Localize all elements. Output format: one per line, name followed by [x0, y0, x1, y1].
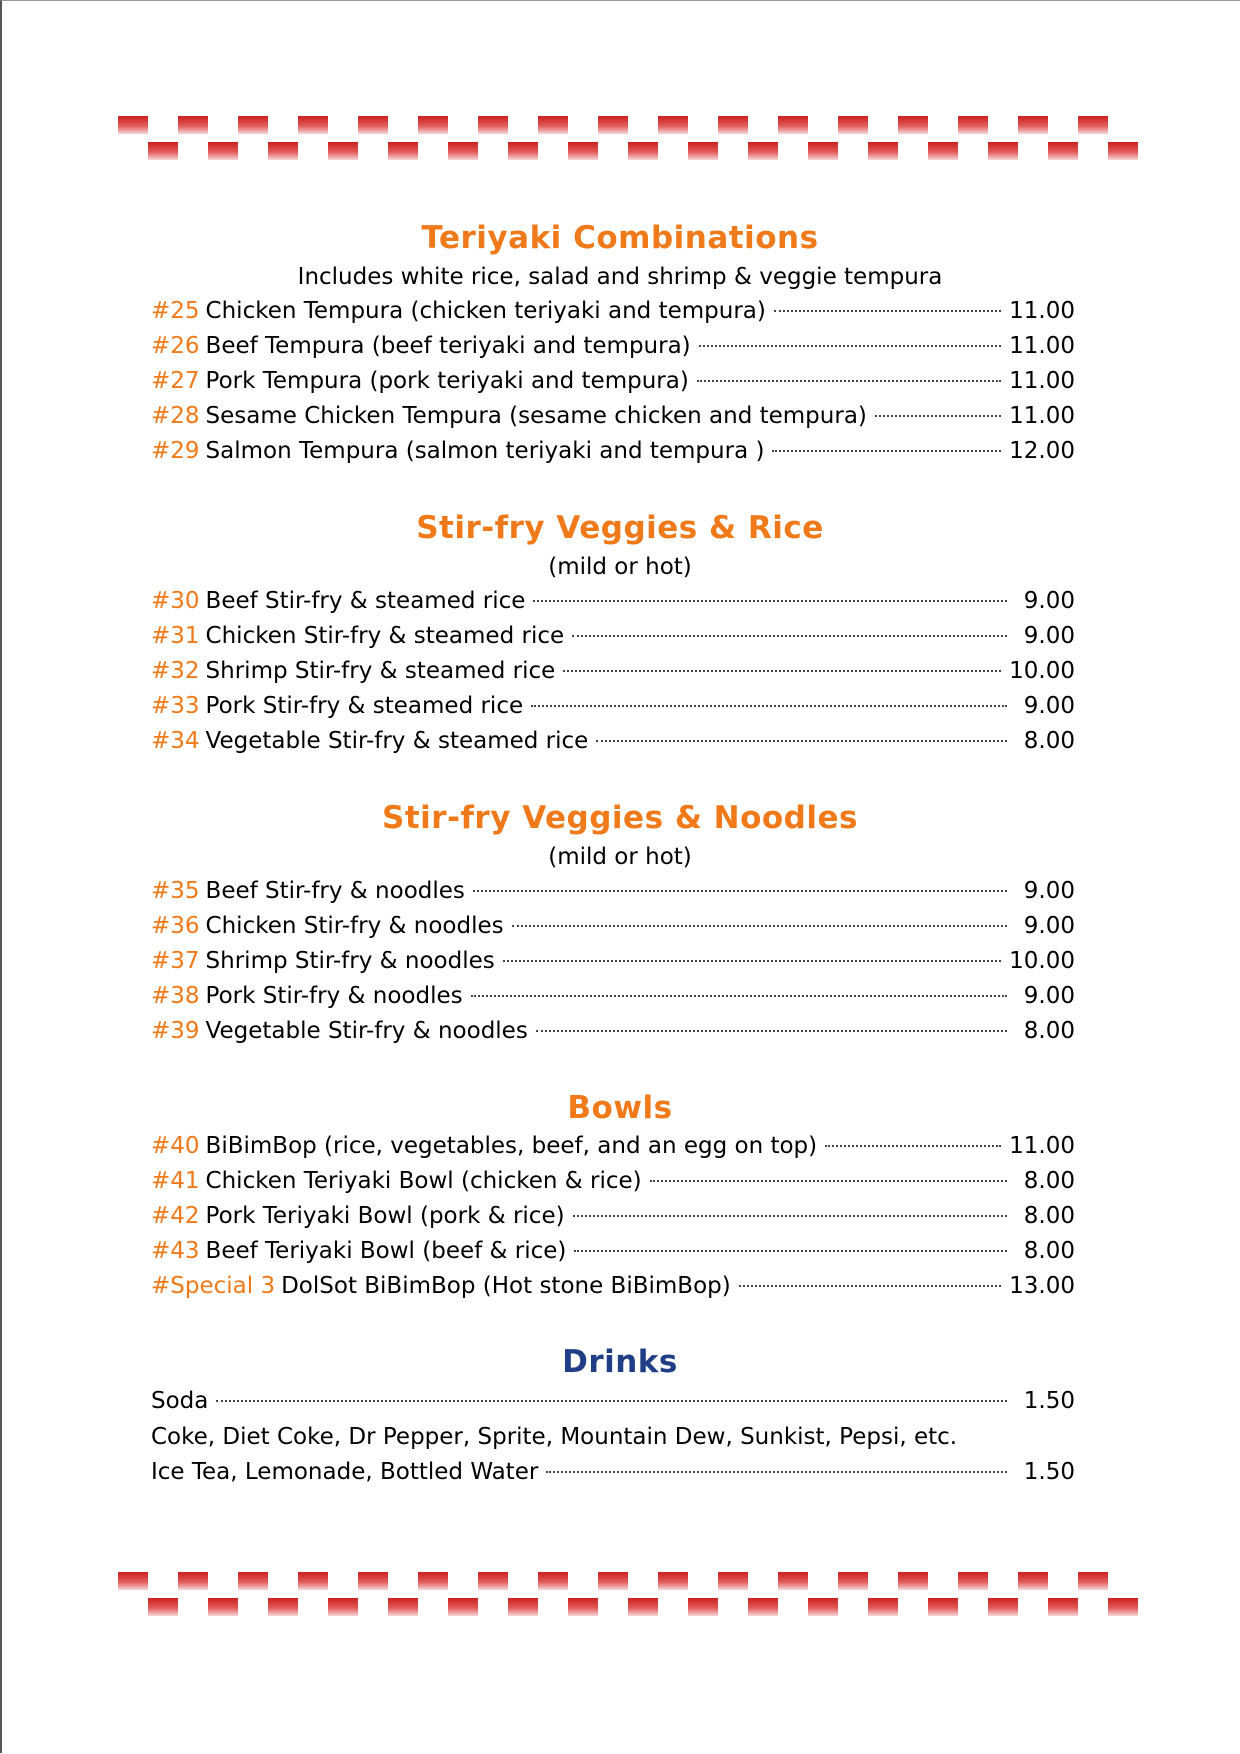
menu-item-row [151, 878, 1075, 910]
checker-square [808, 1598, 838, 1616]
dot-leader [533, 600, 1007, 602]
dot-leader [650, 1180, 1007, 1182]
menu-item-row [151, 1133, 1075, 1165]
item-price: 12.00 [1009, 438, 1075, 464]
item-number: #43 [151, 1238, 200, 1264]
item-name: Chicken Stir-fry & noodles [205, 913, 504, 939]
item-price: 9.00 [1023, 913, 1075, 939]
checker-square [358, 1572, 388, 1590]
item-name: Pork Teriyaki Bowl (pork & rice) [205, 1203, 565, 1229]
checker-square [1018, 1572, 1048, 1590]
checker-square [748, 142, 778, 160]
checker-square [568, 142, 598, 160]
checker-square [118, 1572, 148, 1590]
item-number: #25 [151, 298, 200, 324]
drink-price: 1.50 [1023, 1459, 1075, 1485]
item-name: Salmon Tempura (salmon teriyaki and tempura ) [205, 438, 765, 464]
menu-item-row [151, 438, 1075, 470]
menu-item-row [151, 728, 1075, 760]
dot-leader [772, 450, 1001, 452]
menu-item-row [151, 693, 1075, 725]
dot-leader [774, 310, 1001, 312]
item-number: #41 [151, 1168, 200, 1194]
checker-square [628, 142, 658, 160]
menu-item-row [151, 1018, 1075, 1050]
dot-leader [596, 740, 1007, 742]
item-name: Sesame Chicken Tempura (sesame chicken and tempura) [205, 403, 867, 429]
checker-square [178, 116, 208, 134]
checker-square [598, 1572, 628, 1590]
checker-square [508, 142, 538, 160]
item-price: 10.00 [1009, 948, 1075, 974]
item-price: 11.00 [1009, 298, 1075, 324]
checker-square [718, 1572, 748, 1590]
item-price: 11.00 [1009, 403, 1075, 429]
dot-leader [563, 670, 1001, 672]
checker-square [1108, 1598, 1138, 1616]
item-name: Beef Stir-fry & noodles [205, 878, 465, 904]
item-number: #28 [151, 403, 200, 429]
checker-square [748, 1598, 778, 1616]
item-price: 8.00 [1023, 1238, 1075, 1264]
item-name: Vegetable Stir-fry & steamed rice [205, 728, 589, 754]
item-price: 8.00 [1023, 1018, 1075, 1044]
drink-row-soda [151, 1388, 1075, 1420]
checker-square [508, 1598, 538, 1616]
checker-square [238, 116, 268, 134]
dot-leader [512, 925, 1007, 927]
checker-square [958, 116, 988, 134]
menu-item-row [151, 658, 1075, 690]
dot-leader [739, 1285, 1001, 1287]
item-number: #Special 3 [151, 1273, 276, 1299]
menu-item-row [151, 333, 1075, 365]
checker-square [268, 1598, 298, 1616]
drink-row-other [151, 1459, 1075, 1491]
checker-square [1018, 116, 1048, 134]
checker-square [1108, 142, 1138, 160]
item-price: 9.00 [1023, 623, 1075, 649]
item-name: Chicken Tempura (chicken teriyaki and tempura) [205, 298, 766, 324]
dot-leader [216, 1400, 1007, 1402]
checker-square [178, 1572, 208, 1590]
item-price: 8.00 [1023, 1203, 1075, 1229]
checker-square [568, 1598, 598, 1616]
checker-square [478, 1572, 508, 1590]
noodles-title: Stir-fry Veggies & Noodles [382, 800, 858, 836]
checker-square [298, 1572, 328, 1590]
checker-square [478, 116, 508, 134]
item-number: #35 [151, 878, 200, 904]
item-price: 9.00 [1023, 693, 1075, 719]
checker-square [358, 116, 388, 134]
checker-square [448, 1598, 478, 1616]
dot-leader [473, 890, 1007, 892]
menu-item-row [151, 983, 1075, 1015]
item-name: Shrimp Stir-fry & steamed rice [205, 658, 556, 684]
item-number: #39 [151, 1018, 200, 1044]
checker-square [418, 1572, 448, 1590]
item-name: Pork Stir-fry & noodles [205, 983, 463, 1009]
checker-square [448, 142, 478, 160]
item-price: 11.00 [1009, 368, 1075, 394]
checker-square [388, 1598, 418, 1616]
checker-square [628, 1598, 658, 1616]
menu-item-row [151, 948, 1075, 980]
checker-square [1078, 1572, 1108, 1590]
checker-square [928, 1598, 958, 1616]
dot-leader [574, 1250, 1007, 1252]
item-name: Vegetable Stir-fry & noodles [205, 1018, 528, 1044]
checker-square [898, 1572, 928, 1590]
item-number: #33 [151, 693, 200, 719]
item-price: 9.00 [1023, 878, 1075, 904]
checker-square [238, 1572, 268, 1590]
checker-square [808, 142, 838, 160]
teriyaki-subtitle: Includes white rice, salad and shrimp & veggie tempura [297, 264, 943, 290]
item-number: #27 [151, 368, 200, 394]
item-number: #26 [151, 333, 200, 359]
item-number: #42 [151, 1203, 200, 1229]
item-name: DolSot BiBimBop (Hot stone BiBimBop) [281, 1273, 731, 1299]
item-name: Chicken Stir-fry & steamed rice [205, 623, 565, 649]
dot-leader [875, 415, 1001, 417]
item-name: Pork Tempura (pork teriyaki and tempura) [205, 368, 689, 394]
item-number: #40 [151, 1133, 200, 1159]
bottom-checker-border [118, 1572, 1142, 1624]
rice-subtitle: (mild or hot) [548, 554, 692, 580]
item-name: BiBimBop (rice, vegetables, beef, and an egg on top) [205, 1133, 818, 1159]
menu-item-row [151, 1168, 1075, 1200]
checker-square [1048, 142, 1078, 160]
item-number: #36 [151, 913, 200, 939]
checker-square [268, 142, 298, 160]
item-price: 8.00 [1023, 728, 1075, 754]
drink-name: Soda [151, 1388, 209, 1414]
teriyaki-title: Teriyaki Combinations [421, 220, 819, 256]
checker-square [898, 116, 928, 134]
checker-square [328, 142, 358, 160]
item-price: 11.00 [1009, 333, 1075, 359]
checker-square [1078, 116, 1108, 134]
checker-square [388, 142, 418, 160]
checker-square [988, 142, 1018, 160]
item-number: #34 [151, 728, 200, 754]
checker-square [688, 1598, 718, 1616]
checker-square [838, 116, 868, 134]
item-name: Beef Tempura (beef teriyaki and tempura) [205, 333, 691, 359]
dot-leader [699, 345, 1001, 347]
item-price: 8.00 [1023, 1168, 1075, 1194]
checker-square [658, 116, 688, 134]
checker-square [838, 1572, 868, 1590]
menu-item-row [151, 1238, 1075, 1270]
item-number: #38 [151, 983, 200, 1009]
checker-square [718, 116, 748, 134]
item-name: Beef Stir-fry & steamed rice [205, 588, 526, 614]
menu-item-row [151, 1273, 1075, 1305]
checker-square [688, 142, 718, 160]
menu-item-row [151, 913, 1075, 945]
dot-leader [573, 1215, 1007, 1217]
item-price: 9.00 [1023, 588, 1075, 614]
item-number: #37 [151, 948, 200, 974]
checker-square [958, 1572, 988, 1590]
checker-square [868, 142, 898, 160]
checker-square [778, 116, 808, 134]
dot-leader [536, 1030, 1007, 1032]
dot-leader [825, 1145, 1001, 1147]
checker-square [328, 1598, 358, 1616]
checker-square [148, 1598, 178, 1616]
checker-square [298, 116, 328, 134]
checker-square [148, 142, 178, 160]
checker-square [778, 1572, 808, 1590]
noodles-subtitle: (mild or hot) [548, 844, 692, 870]
bowls-title: Bowls [567, 1090, 673, 1126]
item-name: Beef Teriyaki Bowl (beef & rice) [205, 1238, 567, 1264]
checker-square [538, 116, 568, 134]
top-checker-border [118, 116, 1142, 168]
item-name: Pork Stir-fry & steamed rice [205, 693, 524, 719]
checker-square [538, 1572, 568, 1590]
item-price: 11.00 [1009, 1133, 1075, 1159]
checker-square [208, 142, 238, 160]
menu-item-row [151, 403, 1075, 435]
soda-list: Coke, Diet Coke, Dr Pepper, Sprite, Mountain Dew, Sunkist, Pepsi, etc. [151, 1424, 958, 1450]
checker-square [598, 116, 628, 134]
checker-square [1048, 1598, 1078, 1616]
checker-square [868, 1598, 898, 1616]
checker-square [418, 116, 448, 134]
dot-leader [697, 380, 1001, 382]
menu-item-row [151, 368, 1075, 400]
item-number: #31 [151, 623, 200, 649]
menu-item-row [151, 623, 1075, 655]
checker-square [928, 142, 958, 160]
item-price: 9.00 [1023, 983, 1075, 1009]
dot-leader [471, 995, 1007, 997]
menu-item-row [151, 298, 1075, 330]
item-price: 13.00 [1009, 1273, 1075, 1299]
checker-square [658, 1572, 688, 1590]
item-number: #30 [151, 588, 200, 614]
checker-square [988, 1598, 1018, 1616]
item-number: #29 [151, 438, 200, 464]
drinks-title: Drinks [562, 1344, 678, 1380]
item-price: 10.00 [1009, 658, 1075, 684]
drink-name: Ice Tea, Lemonade, Bottled Water [151, 1459, 539, 1485]
menu-item-row [151, 588, 1075, 620]
menu-item-row [151, 1203, 1075, 1235]
drink-price: 1.50 [1023, 1388, 1075, 1414]
rice-title: Stir-fry Veggies & Rice [416, 510, 824, 546]
checker-square [118, 116, 148, 134]
dot-leader [531, 705, 1007, 707]
dot-leader [572, 635, 1007, 637]
item-name: Shrimp Stir-fry & noodles [205, 948, 495, 974]
dot-leader [546, 1471, 1007, 1473]
dot-leader [503, 960, 1001, 962]
checker-square [208, 1598, 238, 1616]
item-name: Chicken Teriyaki Bowl (chicken & rice) [205, 1168, 642, 1194]
item-number: #32 [151, 658, 200, 684]
